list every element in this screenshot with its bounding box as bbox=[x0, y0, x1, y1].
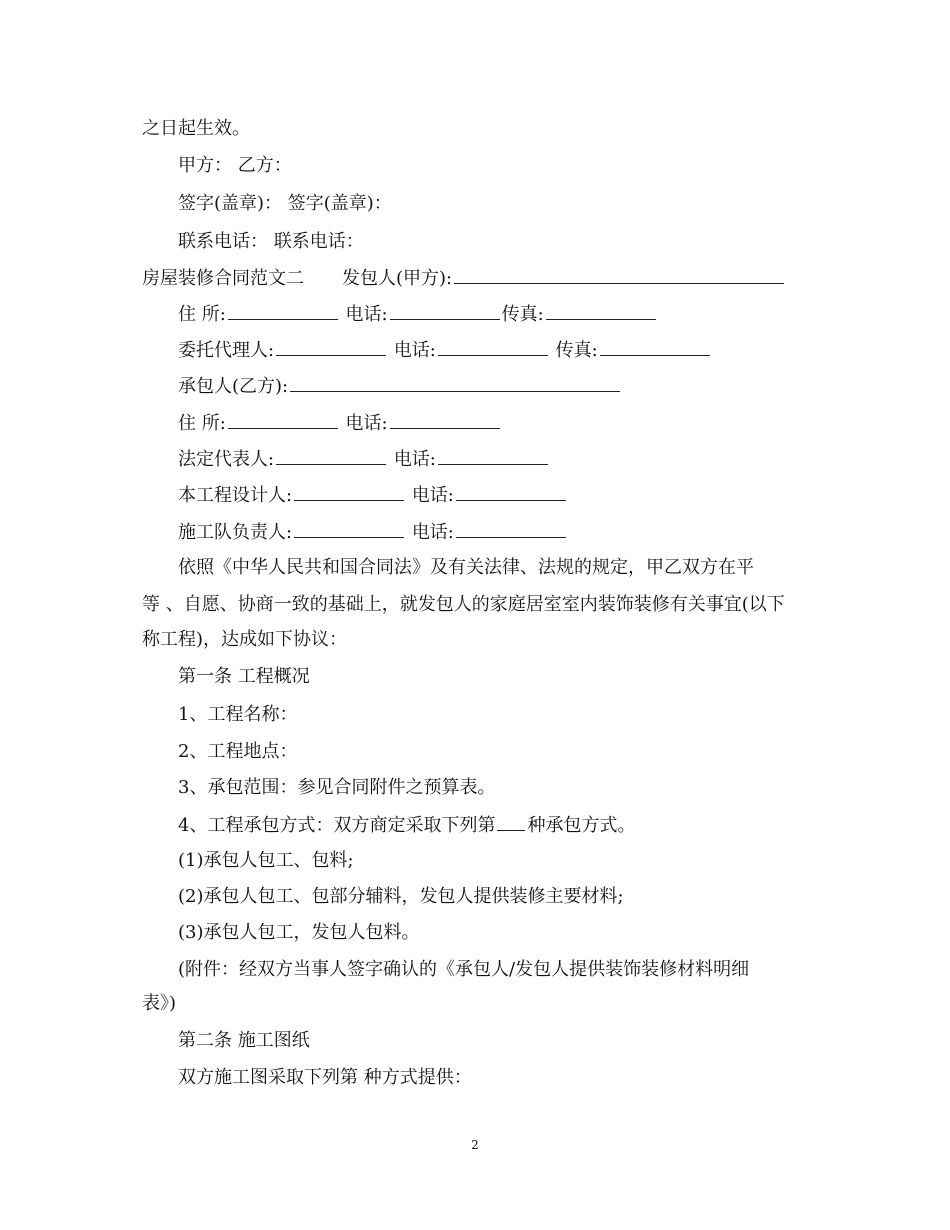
contractor-address-line bbox=[178, 410, 502, 436]
list-item bbox=[178, 702, 297, 728]
fax-label: 传真: bbox=[501, 304, 544, 325]
list-item bbox=[178, 775, 495, 801]
list-item bbox=[178, 920, 420, 946]
phone-label: 电话: bbox=[393, 340, 436, 361]
address-blank bbox=[228, 410, 338, 429]
phone-blank bbox=[438, 446, 548, 465]
legal-rep-line bbox=[178, 446, 550, 472]
phone-blank bbox=[390, 301, 500, 320]
drawings-text: 双方施工图采取下列第 种方式提供： bbox=[178, 1067, 472, 1088]
article-heading bbox=[178, 664, 310, 690]
legal-rep-blank bbox=[276, 446, 386, 465]
phone-label: 电话: bbox=[411, 485, 454, 506]
contract-title: 房屋装修合同范文二 bbox=[142, 268, 304, 289]
agent-blank bbox=[276, 337, 386, 356]
option-2: (2)承包人包工、包部分辅料，发包人提供装修主要材料; bbox=[178, 886, 624, 907]
signature-parties-line: 甲方： 乙方： bbox=[178, 155, 292, 176]
article-2-title: 第二条 施工图纸 bbox=[178, 1030, 310, 1051]
client-blank bbox=[454, 265, 784, 284]
client-label: 发包人(甲方): bbox=[342, 268, 453, 289]
text-line bbox=[178, 229, 364, 255]
contract-mode-item: 4、工程承包方式：双方商定采取下列第 bbox=[178, 815, 496, 836]
fax-label: 传真: bbox=[555, 340, 598, 361]
designer-label: 本工程设计人: bbox=[178, 485, 293, 506]
paragraph-line bbox=[142, 592, 785, 618]
page-number: 2 bbox=[471, 1138, 479, 1152]
address-blank bbox=[228, 301, 338, 320]
legal-rep-label: 法定代表人: bbox=[178, 449, 275, 470]
phone-blank bbox=[390, 410, 500, 429]
option-3: (3)承包人包工，发包人包料。 bbox=[178, 922, 420, 943]
article-1-title: 第一条 工程概况 bbox=[178, 666, 310, 687]
fax-blank bbox=[600, 337, 710, 356]
contractor-line bbox=[178, 373, 622, 399]
paragraph-line bbox=[178, 555, 754, 581]
list-item bbox=[178, 812, 635, 838]
list-item bbox=[178, 848, 354, 874]
list-item bbox=[178, 884, 624, 910]
team-lead-blank bbox=[294, 519, 404, 538]
fax-blank bbox=[546, 301, 656, 320]
contractor-label: 承包人(乙方): bbox=[178, 376, 289, 397]
phone-blank bbox=[438, 337, 548, 356]
annex-text: (附件：经双方当事人签字确认的《承包人/发包人提供装饰装修材料明细 bbox=[178, 959, 750, 980]
team-lead-label: 施工队负责人: bbox=[178, 522, 293, 543]
contractor-blank bbox=[290, 373, 620, 392]
agent-line bbox=[178, 337, 712, 363]
paragraph-text: 称工程)，达成如下协议： bbox=[142, 629, 348, 650]
text-line bbox=[178, 153, 292, 179]
phone-label: 电话: bbox=[411, 522, 454, 543]
paragraph-text: 等 、自愿、协商一致的基础上，就发包人的家庭居室室内装饰装修有关事宜(以下 bbox=[142, 594, 785, 615]
mode-blank bbox=[497, 812, 525, 831]
contract-title-line bbox=[142, 265, 786, 291]
designer-line bbox=[178, 482, 568, 508]
scope-item: 3、承包范围：参见合同附件之预算表。 bbox=[178, 777, 496, 798]
phone-label: 电话: bbox=[345, 304, 388, 325]
paragraph-line bbox=[142, 627, 347, 653]
annex-text: 表》) bbox=[142, 993, 177, 1014]
text-line-content: 之日起生效。 bbox=[142, 118, 250, 139]
signature-seal-line: 签字(盖章)： 签字(盖章)： bbox=[178, 193, 392, 214]
paragraph-line bbox=[178, 1065, 472, 1091]
paragraph-text: 依照《中华人民共和国合同法》及有关法律、法规的规定，甲乙双方在平 bbox=[178, 557, 754, 578]
project-name-item: 1、工程名称： bbox=[178, 704, 298, 725]
contact-phone-line: 联系电话： 联系电话： bbox=[178, 231, 364, 252]
annex-line bbox=[178, 957, 749, 983]
phone-blank bbox=[456, 519, 566, 538]
option-1: (1)承包人包工、包料; bbox=[178, 850, 354, 871]
project-location-item: 2、工程地点： bbox=[178, 741, 298, 762]
text-line bbox=[178, 191, 392, 217]
address-label: 住 所: bbox=[178, 413, 226, 434]
phone-label: 电话: bbox=[345, 413, 388, 434]
designer-blank bbox=[294, 482, 404, 501]
address-label: 住 所: bbox=[178, 304, 226, 325]
team-lead-line bbox=[178, 519, 568, 545]
list-item bbox=[178, 739, 297, 765]
article-heading bbox=[178, 1028, 310, 1054]
phone-label: 电话: bbox=[393, 449, 436, 470]
client-address-line bbox=[178, 301, 658, 327]
text-line bbox=[142, 116, 250, 142]
agent-label: 委托代理人: bbox=[178, 340, 275, 361]
annex-line bbox=[142, 991, 176, 1017]
contract-mode-item-end: 种承包方式。 bbox=[527, 815, 636, 836]
phone-blank bbox=[456, 482, 566, 501]
